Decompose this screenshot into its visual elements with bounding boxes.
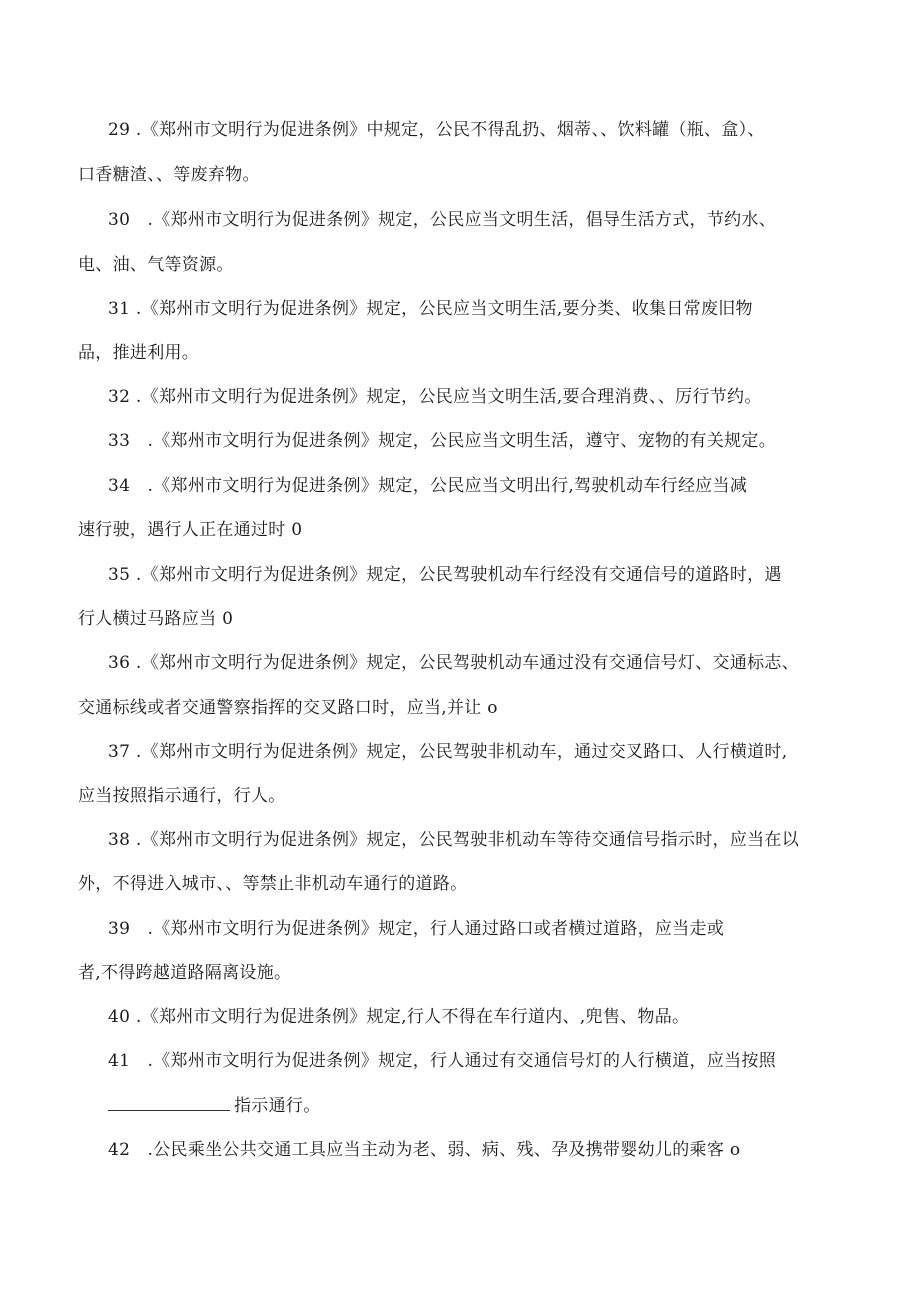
paragraph-line: 者,不得跨越道路隔离设施。: [78, 963, 292, 983]
paragraph-line-with-blank: [108, 1095, 321, 1117]
paragraph-line: 速行驶，遇行人正在通过时 0: [78, 520, 303, 540]
paragraph-line: 交通标线或者交通警察指挥的交叉路口时，应当,并让 o: [78, 698, 498, 718]
paragraph-line: 41 .《郑州市文明行为促进条例》规定，行人通过有交通信号灯的人行横道，应当按照: [108, 1051, 777, 1071]
paragraph-line: 31 .《郑州市文明行为促进条例》规定，公民应当文明生活,要分类、收集日常废旧物: [108, 299, 753, 319]
paragraph-line: 电、油、气等资源。: [78, 255, 234, 275]
answer-blank: [108, 1096, 230, 1111]
paragraph-line: 应当按照指示通行，行人。: [78, 786, 286, 806]
paragraph-line: 36 .《郑州市文明行为促进条例》规定，公民驾驶机动车通过没有交通信号灯、交通标志、: [108, 653, 800, 673]
paragraph-line: 42 .公民乘坐公共交通工具应当主动为老、弱、病、残、孕及携带婴幼儿的乘客 o: [108, 1140, 741, 1160]
paragraph-line: 33 .《郑州市文明行为促进条例》规定，公民应当文明生活，遵守、宠物的有关规定。: [108, 431, 777, 451]
paragraph-line: 38 .《郑州市文明行为促进条例》规定，公民驾驶非机动车等待交通信号指示时，应当在以: [108, 830, 800, 850]
paragraph-line: 29 .《郑州市文明行为促进条例》中规定，公民不得乱扔、烟蒂、、饮料罐（瓶、盒）、: [108, 120, 765, 140]
paragraph-line: 37 .《郑州市文明行为促进条例》规定，公民驾驶非机动车，通过交叉路口、人行横道时,: [108, 742, 788, 762]
paragraph-line: 34 .《郑州市文明行为促进条例》规定，公民应当文明出行,驾驶机动车行经应当减: [108, 476, 748, 496]
paragraph-line: 口香糖渣、、等废弃物。: [78, 165, 260, 185]
paragraph-line: 32 .《郑州市文明行为促进条例》规定，公民应当文明生活,要合理消费、、厉行节约。: [108, 387, 762, 407]
paragraph-line: 40 .《郑州市文明行为促进条例》规定,行人不得在车行道内、,兜售、物品。: [108, 1007, 690, 1027]
paragraph-line-text: 指示通行。: [234, 1096, 321, 1116]
paragraph-line: 30 .《郑州市文明行为促进条例》规定，公民应当文明生活，倡导生活方式，节约水、: [108, 210, 777, 230]
paragraph-line: 35 .《郑州市文明行为促进条例》规定，公民驾驶机动车行经没有交通信号的道路时，遇: [108, 565, 782, 585]
paragraph-line: 行人横过马路应当 0: [78, 609, 234, 629]
paragraph-line: 39 .《郑州市文明行为促进条例》规定，行人通过路口或者横过道路，应当走或: [108, 919, 725, 939]
paragraph-line: 品，推进利用。: [78, 343, 200, 363]
paragraph-line: 外，不得进入城市、、等禁止非机动车通行的道路。: [78, 874, 468, 894]
